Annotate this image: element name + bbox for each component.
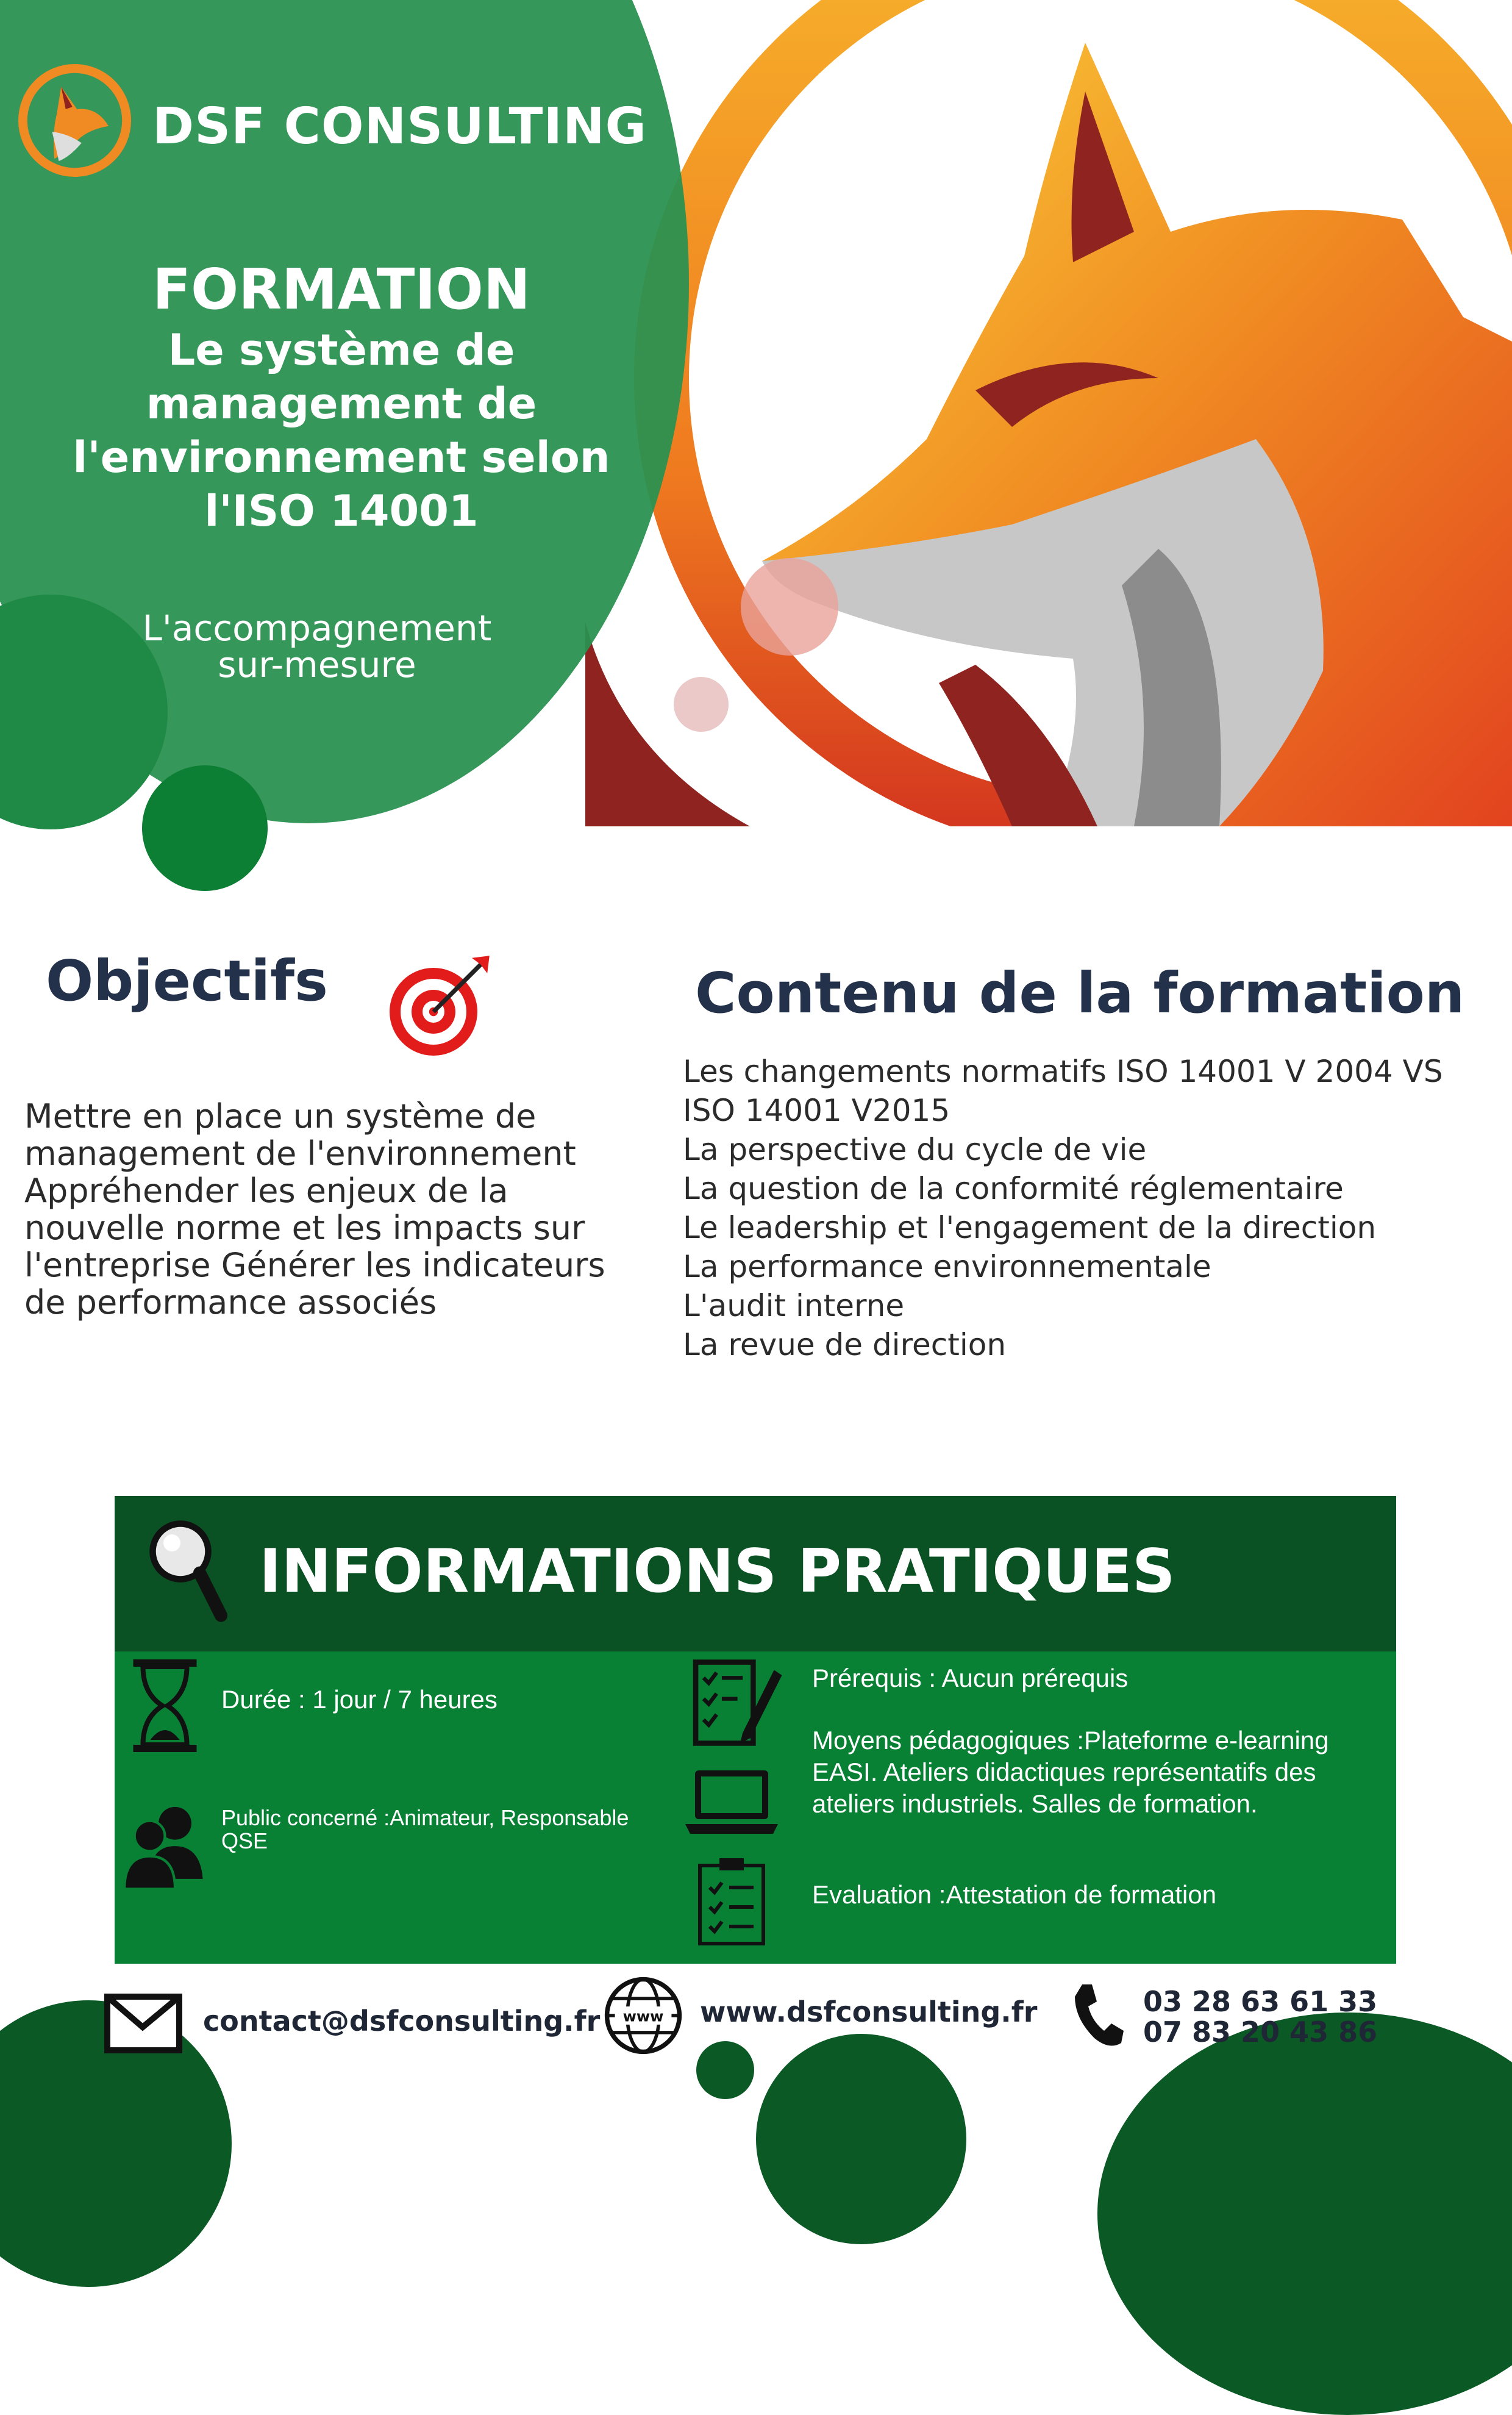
hero-title-line: l'ISO 14001 — [204, 486, 479, 536]
envelope-icon — [104, 1993, 183, 2054]
content-item: La question de la conformité réglementaire — [683, 1171, 1344, 1206]
duration-text: Durée : 1 jour / 7 heures — [221, 1685, 497, 1714]
content-item: Le leadership et l'engagement de la direction — [683, 1210, 1377, 1245]
means-line: ateliers industriels. Salles de formation. — [812, 1789, 1258, 1818]
fox-logo-icon — [18, 64, 131, 177]
objectives-text — [24, 1098, 646, 1321]
hero-title-block — [24, 256, 658, 538]
objectives-line: Appréhender les enjeux de la — [24, 1172, 508, 1210]
objectives-line: management de l'environnement — [24, 1134, 576, 1173]
laptop-icon — [683, 1766, 780, 1839]
info-title: INFORMATIONS PRATIQUES — [259, 1537, 1175, 1606]
objectives-line: l'entreprise Générer les indicateurs — [24, 1246, 605, 1284]
globe-icon — [604, 1976, 683, 2055]
objectives-line: Mettre en place un système de — [24, 1097, 537, 1136]
contact-email[interactable]: contact@dsfconsulting.fr — [203, 2005, 601, 2038]
content-title: Contenu de la formation — [695, 961, 1465, 1026]
phone-number[interactable]: 07 83 20 43 86 — [1143, 2016, 1378, 2048]
website-link[interactable]: www.dsfconsulting.fr — [700, 1995, 1038, 2028]
magnifier-icon — [146, 1517, 232, 1624]
decor-circle — [1097, 2012, 1512, 2415]
evaluation-text: Evaluation :Attestation de formation — [812, 1880, 1217, 1909]
hero-title-line: Le système de — [168, 325, 515, 375]
content-item: La performance environnementale — [683, 1249, 1211, 1284]
content-item: La perspective du cycle de vie — [683, 1132, 1147, 1167]
objectives-title: Objectifs — [46, 948, 328, 1014]
content-list — [683, 1052, 1500, 1364]
public-line: QSE — [221, 1828, 268, 1853]
hourglass-icon — [127, 1657, 203, 1755]
content-item: La revue de direction — [683, 1327, 1007, 1362]
decor-circle — [696, 2041, 754, 2099]
hero-kicker: FORMATION — [152, 257, 530, 322]
hero-title-line: management de — [146, 379, 537, 429]
phone-numbers — [1143, 1986, 1377, 2047]
means-line: Moyens pédagogiques :Plateforme e-learning — [812, 1726, 1329, 1755]
checklist-pen-icon — [689, 1657, 783, 1748]
prerequisites-text: Prérequis : Aucun prérequis — [812, 1664, 1129, 1692]
decor-circle — [142, 765, 268, 891]
globe-www-label: www — [622, 2008, 664, 2025]
means-line: EASI. Ateliers didactiques représentatifs des — [812, 1758, 1316, 1786]
public-line: Public concerné :Animateur, Responsable — [221, 1805, 629, 1830]
tagline-line: sur-mesure — [218, 644, 416, 685]
brand-name: DSF CONSULTING — [152, 98, 647, 156]
tagline-line: L'accompagnement — [142, 607, 492, 649]
content-item: ISO 14001 V2015 — [683, 1093, 950, 1128]
content-item: Les changements normatifs ISO 14001 V 2004 VS — [683, 1054, 1443, 1089]
target-icon — [384, 951, 494, 1061]
hero-tagline — [73, 607, 561, 685]
content-item: L'audit interne — [683, 1288, 905, 1323]
users-icon — [122, 1799, 210, 1891]
public-text — [221, 1806, 629, 1853]
fox-illustration — [549, 0, 1512, 826]
phone-icon — [1070, 1982, 1125, 2049]
objectives-line: de performance associés — [24, 1283, 437, 1322]
means-text — [812, 1725, 1391, 1820]
objectives-line: nouvelle norme et les impacts sur — [24, 1209, 585, 1247]
phone-number[interactable]: 03 28 63 61 33 — [1143, 1985, 1378, 2018]
clipboard-icon — [695, 1856, 768, 1947]
hero-title-line: l'environnement selon — [73, 432, 610, 482]
